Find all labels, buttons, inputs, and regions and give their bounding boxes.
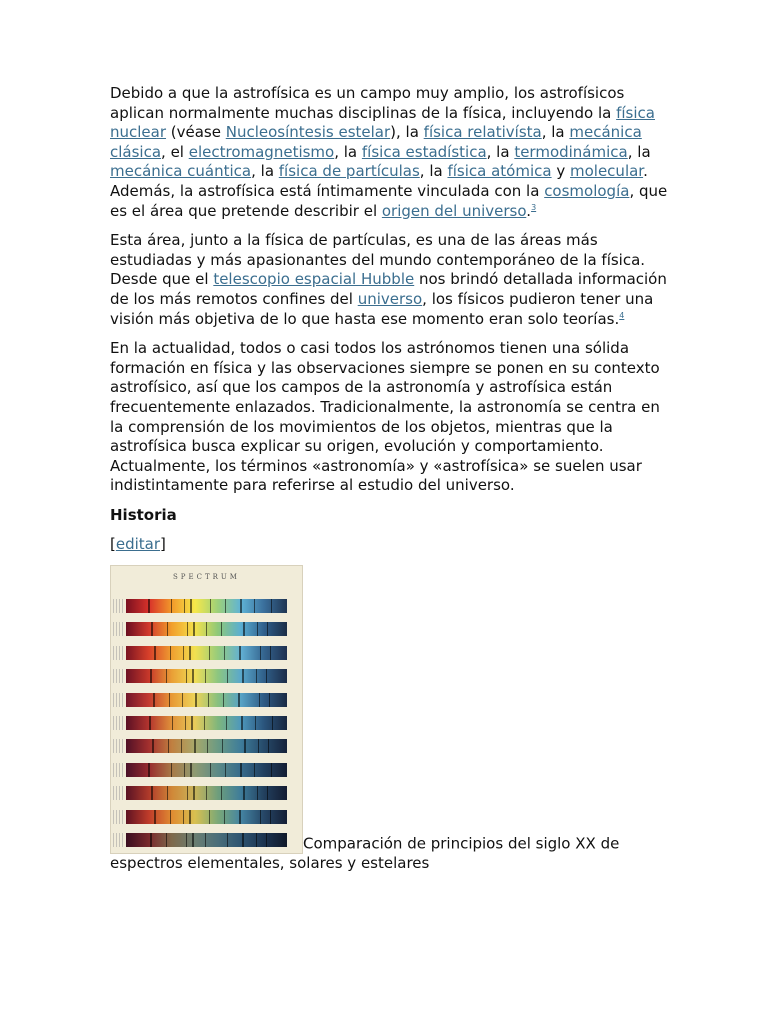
- figure-caption: Comparación de principios del siglo XX de espectros elementales, solares y estelares: [110, 834, 620, 873]
- article-body: [110, 84, 670, 874]
- absorption-line: [239, 646, 241, 660]
- absorption-line: [154, 810, 156, 824]
- absorption-line: [260, 810, 261, 824]
- absorption-line: [169, 693, 170, 707]
- spectrum-band-label: [113, 716, 123, 730]
- link-fisica-relativista[interactable]: física relativísta: [423, 123, 542, 142]
- absorption-line: [259, 693, 260, 707]
- link-fisica-atomica[interactable]: física atómica: [447, 162, 552, 181]
- absorption-line: [186, 669, 187, 683]
- absorption-line: [270, 810, 271, 824]
- absorption-line: [257, 622, 258, 636]
- absorption-line: [204, 716, 205, 730]
- link-origen-del-universo[interactable]: origen del universo: [381, 201, 527, 220]
- figure: [110, 565, 670, 874]
- link-nucleosintesis-estelar[interactable]: Nucleosíntesis estelar: [225, 123, 391, 142]
- absorption-line: [271, 599, 272, 613]
- absorption-line: [254, 599, 255, 613]
- absorption-line: [149, 716, 151, 730]
- absorption-line: [267, 786, 268, 800]
- absorption-line: [150, 669, 152, 683]
- absorption-line: [151, 622, 153, 636]
- absorption-line: [240, 763, 242, 777]
- absorption-line: [255, 716, 256, 730]
- absorption-line: [172, 716, 173, 730]
- absorption-line: [187, 622, 188, 636]
- absorption-line: [166, 669, 167, 683]
- absorption-line: [224, 810, 225, 824]
- spectrum-band: [126, 669, 287, 683]
- absorption-line: [148, 599, 150, 613]
- link-mecanica-clasica[interactable]: mecánica clásica: [110, 123, 642, 161]
- absorption-line: [181, 739, 182, 753]
- absorption-line: [193, 622, 195, 636]
- absorption-line: [241, 716, 243, 730]
- absorption-line: [190, 763, 192, 777]
- section-heading-historia: Historia: [110, 505, 177, 524]
- absorption-line: [269, 693, 270, 707]
- absorption-line: [184, 599, 185, 613]
- absorption-line: [187, 786, 188, 800]
- absorption-line: [183, 810, 184, 824]
- absorption-line: [153, 693, 155, 707]
- link-cosmologia[interactable]: cosmología: [544, 181, 630, 200]
- absorption-line: [194, 739, 196, 753]
- absorption-line: [242, 669, 244, 683]
- absorption-line: [221, 622, 222, 636]
- absorption-line: [189, 646, 191, 660]
- absorption-line: [254, 763, 255, 777]
- absorption-line: [257, 786, 258, 800]
- absorption-line: [154, 646, 156, 660]
- link-molecular[interactable]: molecular: [570, 162, 644, 181]
- absorption-line: [193, 786, 195, 800]
- absorption-line: [239, 810, 241, 824]
- absorption-line: [190, 599, 192, 613]
- paragraph-actualidad: En la actualidad, todos o casi todos los astrónomos tienen una sólida formación en física y las observaciones siempre se ponen en su contexto astrofísico, así que los campos de la astronomía y astrofísica están frecuentemente enlazados. Tradicionalmente, la astronomía se centra en la comprensión de los movimientos de los objetos, mientras que la astrofísica busca explicar su origen, evolución y comportamiento. Actualmente, los términos «astronomía» y «astrofísica» se suelen usar indistintamente para referirse al estudio del universo.: [110, 339, 660, 495]
- absorption-line: [271, 763, 272, 777]
- absorption-line: [183, 646, 184, 660]
- absorption-line: [207, 739, 208, 753]
- link-universo[interactable]: universo: [357, 289, 423, 308]
- spectrum-band-label: [113, 646, 123, 660]
- absorption-line: [272, 716, 273, 730]
- absorption-line: [226, 716, 227, 730]
- absorption-line: [192, 669, 194, 683]
- absorption-line: [225, 763, 226, 777]
- spectrum-band: [126, 810, 287, 824]
- spectrum-band: [126, 693, 287, 707]
- spectrum-band: [126, 739, 287, 753]
- link-fisica-estadistica[interactable]: física estadística: [361, 142, 487, 161]
- absorption-line: [209, 646, 210, 660]
- spectrum-band: [126, 786, 287, 800]
- absorption-line: [191, 716, 193, 730]
- absorption-line: [182, 693, 183, 707]
- absorption-line: [267, 622, 268, 636]
- absorption-line: [167, 622, 168, 636]
- absorption-line: [152, 739, 154, 753]
- spectrum-band: [126, 716, 287, 730]
- absorption-line: [260, 646, 261, 660]
- link-electromagnetismo[interactable]: electromagnetismo: [188, 142, 335, 161]
- link-termodinamica[interactable]: termodinámica: [514, 142, 628, 161]
- absorption-line: [170, 646, 171, 660]
- absorption-line: [268, 739, 269, 753]
- absorption-line: [205, 669, 206, 683]
- absorption-line: [223, 693, 224, 707]
- absorption-line: [238, 693, 240, 707]
- absorption-line: [256, 669, 257, 683]
- absorption-line: [167, 786, 168, 800]
- absorption-line: [148, 763, 150, 777]
- link-mecanica-cuantica[interactable]: mecánica cuántica: [110, 162, 252, 181]
- spectrum-band-label: [113, 810, 123, 824]
- absorption-line: [243, 622, 245, 636]
- absorption-line: [206, 622, 207, 636]
- absorption-line: [151, 786, 153, 800]
- spectrum-band-label: [113, 622, 123, 636]
- edit-link[interactable]: editar: [115, 535, 161, 554]
- absorption-line: [258, 739, 259, 753]
- absorption-line: [210, 599, 211, 613]
- paragraph-hubble: Esta área, junto a la física de partículas, es una de las áreas más estudiadas y más apasionantes del mundo contemporáneo de la física. Desde que el telescopio espacial Hubble nos brindó detallada información de los más remotos confines del universo, los físicos pudieron tener una visión más objetiva de lo que hasta ese momento eran solo teorías.$^4$: [110, 231, 667, 328]
- spectrum-band-label: [113, 669, 123, 683]
- link-fisica-de-particulas[interactable]: física de partículas: [278, 162, 420, 181]
- absorption-line: [171, 763, 172, 777]
- absorption-line: [184, 763, 185, 777]
- absorption-line: [227, 669, 228, 683]
- absorption-line: [243, 786, 245, 800]
- absorption-line: [222, 739, 223, 753]
- link-telescopio-hubble[interactable]: telescopio espacial Hubble: [213, 270, 415, 289]
- absorption-line: [244, 739, 246, 753]
- absorption-line: [266, 669, 267, 683]
- absorption-line: [270, 646, 271, 660]
- plate-footer-text: [121, 830, 292, 850]
- spectrum-band: [126, 646, 287, 660]
- absorption-line: [189, 810, 191, 824]
- spectrum-band-label: [113, 599, 123, 613]
- footnote-4[interactable]: 4: [619, 310, 625, 320]
- link-fisica-nuclear[interactable]: física nuclear: [110, 103, 655, 142]
- absorption-line: [210, 763, 211, 777]
- absorption-line: [171, 599, 172, 613]
- spectrum-band-label: [113, 763, 123, 777]
- spectrum-band: [126, 763, 287, 777]
- plate-title: SPECTRUM: [173, 573, 240, 582]
- absorption-line: [185, 716, 186, 730]
- spectrum-band: [126, 622, 287, 636]
- absorption-line: [170, 810, 171, 824]
- absorption-line: [208, 693, 209, 707]
- absorption-line: [168, 739, 169, 753]
- absorption-line: [225, 599, 226, 613]
- footnote-3[interactable]: 3: [531, 202, 537, 212]
- spectrum-band-label: [113, 786, 123, 800]
- spectrum-band-label: [113, 693, 123, 707]
- spectrum-band-label: [113, 739, 123, 753]
- spectrum-band: [126, 599, 287, 613]
- spectrum-plate-image: [110, 565, 303, 854]
- paragraph-disciplines: Debido a que la astrofísica es un campo muy amplio, los astrofísicos aplican normalmente muchas disciplinas de la física, incluyendo la física nuclear (véase Nucleosíntesis estelar), la física relativísta, la mecánica clásica, el electromagnetismo, la física estadística, la termodinámica, la mecánica cuántica, la física de partículas, la física atómica y molecular. Además, la astrofísica está íntimamente vinculada con la cosmología, que es el área que pretende describir el origen del universo.$^3$: [110, 84, 668, 220]
- absorption-line: [195, 693, 197, 707]
- absorption-line: [224, 646, 225, 660]
- absorption-line: [209, 810, 210, 824]
- edit-section: [editar]: [110, 535, 166, 554]
- absorption-line: [206, 786, 207, 800]
- absorption-line: [221, 786, 222, 800]
- absorption-line: [240, 599, 242, 613]
